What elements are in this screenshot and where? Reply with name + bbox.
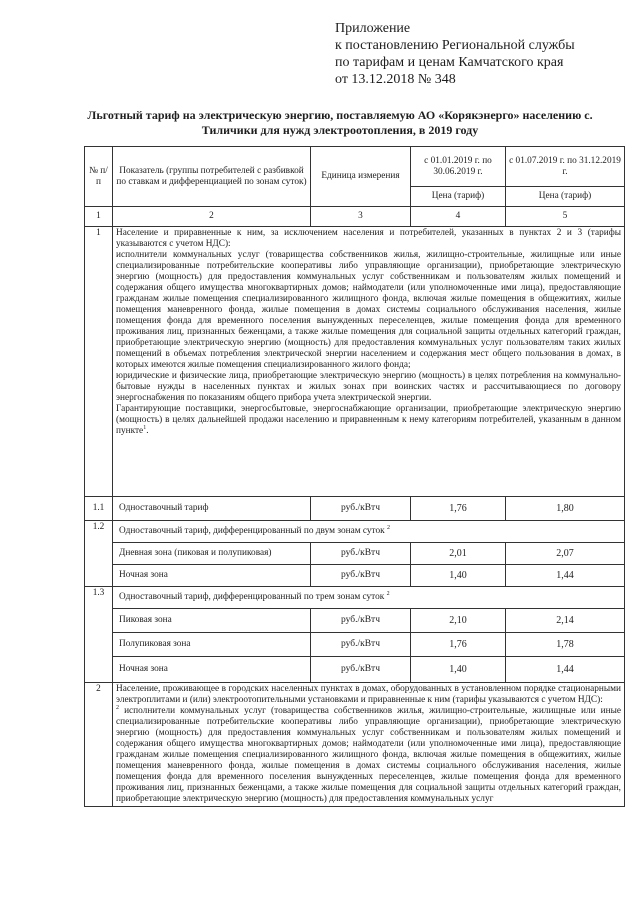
colnum-4: 4: [411, 207, 506, 227]
row-1-3-label: [113, 587, 625, 609]
row-1-3-num: 1.3: [85, 587, 113, 683]
group-1-description: [113, 227, 625, 497]
group-2-row: [85, 683, 625, 807]
row-1-3-zone-1-label: Пиковая зона: [113, 609, 311, 633]
header-unit: Единица измерения: [311, 147, 411, 207]
header-row: [85, 147, 625, 187]
row-1-3-zone-3: [85, 657, 625, 683]
row-1-3-zone-2-value-1: 1,76: [411, 633, 506, 657]
group-2-para-2: [116, 706, 621, 805]
footnote-mark-2: 2: [387, 524, 390, 531]
row-1-2-zone-2: [85, 565, 625, 587]
row-1-2-zone-1-value-2: 2,07: [506, 543, 625, 565]
group-1-num: 1: [85, 227, 113, 497]
group-1-para-4: Гарантирующие поставщики, энергосбытовые, энергоснабжающие организации, приобретающие электрическую энергию (мощность) в целях дальнейшей продажи населению и приравненным к нему категориям потребителей, указанным в данном пункте$^1$.: [116, 404, 621, 436]
footnote-mark-2b: 2: [386, 590, 390, 597]
group-1-para-4-text: Гарантирующие поставщики, энергосбытовые, энергоснабжающие организации, приобретающие электрическую энергию (мощность) в целях дальнейшей продажи населению и приравненным к нему категориям потребителей, указанным в данном пункте: [116, 404, 621, 436]
annex-line-4: от 13.12.2018 № 348: [335, 72, 456, 87]
row-1-3-zone-3-label: Ночная зона: [113, 657, 311, 683]
row-1-2-label-text: Одноставочный тариф, дифференцированный по двум зонам суток: [119, 526, 385, 536]
row-1-2: [85, 521, 625, 543]
row-1-3-zone-2-label: Полупиковая зона: [113, 633, 311, 657]
row-1-2-zone-2-value-1: 1,40: [411, 565, 506, 587]
column-number-row: [85, 207, 625, 227]
header-indicator: Показатель (группы потребителей с разбивкой по ставкам и дифференциацией по зонам суток): [113, 147, 311, 207]
group-2-num: 2: [85, 683, 113, 807]
annex-line-2: к постановлению Региональной службы: [335, 38, 575, 53]
row-1-1-label: Одноставочный тариф: [113, 497, 311, 521]
header-num: № п/п: [85, 147, 113, 207]
group-1-row: [85, 227, 625, 497]
group-2-para-2-text: исполнители коммунальных услуг (товарищества собственников жилья, жилищно-строительные, жилищные или иные специализированные потребительские кооперативы либо управляющие организации), приобретающие электрическую энергию (мощность) для предоставления коммунальных услуг собственникам и пользователям жилых помещений и содержания общего имущества многоквартирных домов; наймодатели (или уполномоченные ими лица), предоставляющие гражданам жилые помещения специализированного жилищного фонда, включая жилые помещения в общежитиях, жилые помещения маневренного фонда, жилые помещения в домах системы социального обслуживания населения, жилые помещения фонда для временного поселения вынужденных переселенцев, жилые помещения фонда для временного проживания лиц, признанных беженцами, а также жилые помещения для социальной защиты отдельных категорий граждан, приобретающие электрическую энергию (мощность) для предоставления коммунальных услуг: [116, 706, 621, 804]
tariff-table: [84, 146, 625, 807]
annex-header: [335, 20, 635, 88]
row-1-1-unit: руб./кВтч: [311, 497, 411, 521]
footnote-mark-2c: 2: [116, 704, 119, 711]
group-2-description: [113, 683, 625, 807]
row-1-2-zone-2-unit: руб./кВтч: [311, 565, 411, 587]
group-1-para-3: юридические и физические лица, приобретающие электрическую энергию (мощность) в целях потребления на коммунально-бытовые нужды в населенных пунктах и жилых зонах при воинских частях и рассчитывающиеся по договору энергоснабжения по показаниям общего прибора учета электрической энергии.: [116, 371, 621, 403]
row-1-1: [85, 497, 625, 521]
group-1-para-2: исполнители коммунальных услуг (товарищества собственников жилья, жилищно-строительные, жилищные или иные специализированные потребительские кооперативы либо управляющие организации), приобретающие электрическую энергию (мощность) для предоставления коммунальных услуг собственникам и пользователям жилых помещений и содержания общего имущества многоквартирных домов; наймодатели (или уполномоченные ими лица), предоставляющие гражданам жилые помещения специализированного жилищного фонда, включая жилые помещения в общежитиях, жилые помещения маневренного фонда, жилые помещения в домах системы социального обслуживания населения, жилые помещения фонда для временного поселения вынужденных переселенцев, жилые помещения фонда для временного проживания лиц, признанных беженцами, а также жилые помещения для социальной защиты отдельных категорий граждан, приобретающие электрическую энергию (мощность) для предоставления коммунальных услуг пользователям таких жилых помещений в объемах потребления электрической энергии населением и содержания мест общего пользования в домах, в которых имеются жилые помещения специализированного жилого фонда;: [116, 250, 621, 370]
annex-line-1: Приложение: [335, 21, 411, 36]
header-price-1: Цена (тариф): [411, 187, 506, 207]
row-1-2-zone-1-unit: руб./кВтч: [311, 543, 411, 565]
row-1-3-zone-2-unit: руб./кВтч: [311, 633, 411, 657]
row-1-3-zone-1-unit: руб./кВтч: [311, 609, 411, 633]
row-1-2-label: [113, 521, 625, 543]
row-1-3-zone-2: [85, 633, 625, 657]
annex-line-3: по тарифам и ценам Камчатского края: [335, 55, 564, 70]
header-price-2: Цена (тариф): [506, 187, 625, 207]
colnum-2: 2: [113, 207, 311, 227]
row-1-1-value-2: 1,80: [506, 497, 625, 521]
row-1-1-num: 1.1: [85, 497, 113, 521]
header-period-2: с 01.07.2019 г. по 31.12.2019 г.: [506, 147, 625, 187]
row-1-2-zone-1-value-1: 2,01: [411, 543, 506, 565]
row-1-3-zone-2-value-2: 1,78: [506, 633, 625, 657]
row-1-2-zone-1-label: Дневная зона (пиковая и полупиковая): [113, 543, 311, 565]
colnum-1: 1: [85, 207, 113, 227]
row-1-2-zone-1: [85, 543, 625, 565]
header-period-1: с 01.01.2019 г. по 30.06.2019 г.: [411, 147, 506, 187]
footnote-mark-1: 1: [143, 424, 147, 431]
colnum-5: 5: [506, 207, 625, 227]
row-1-3-zone-1-value-1: 2,10: [411, 609, 506, 633]
row-1-3-zone-3-unit: руб./кВтч: [311, 657, 411, 683]
row-1-1-value-1: 1,76: [411, 497, 506, 521]
group-1-para-1: Население и приравненные к ним, за исключением населения и потребителей, указанных в пунктах 2 и 3 (тарифы указываются с учетом НДС):: [116, 228, 621, 249]
row-1-3-zone-3-value-2: 1,44: [506, 657, 625, 683]
row-1-3-zone-3-value-1: 1,40: [411, 657, 506, 683]
row-1-3-zone-1: [85, 609, 625, 633]
group-2-para-1: Население, проживающее в городских населенных пунктах в домах, оборудованных в установленном порядке стационарными электроплитами и (или) электроотопительными установками и приравненные к ним (тарифы указываются с учетом НДС):: [116, 684, 621, 705]
row-1-2-zone-2-value-2: 1,44: [506, 565, 625, 587]
row-1-3-label-text: Одноставочный тариф, дифференцированный по трем зонам суток: [119, 592, 385, 602]
document-title: Льготный тариф на электрическую энергию, поставляемую АО «Корякэнерго» населению с. Тиличики для нужд электроотопления, в 2019 году: [87, 108, 593, 137]
row-1-2-zone-2-label: Ночная зона: [113, 565, 311, 587]
row-1-2-num: 1.2: [85, 521, 113, 587]
colnum-3: 3: [311, 207, 411, 227]
row-1-3-zone-1-value-2: 2,14: [506, 609, 625, 633]
row-1-3: [85, 587, 625, 609]
